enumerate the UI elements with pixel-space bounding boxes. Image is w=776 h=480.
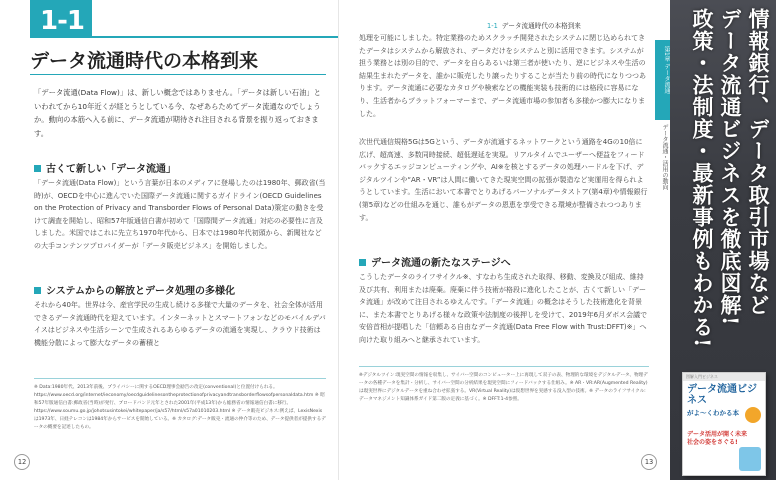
right-page [338,0,670,480]
paragraph-2: 次世代通信規格5Gは5Gという、データが流通するネットワークという通路を4Gの10倍に広げ、超高速、多数同時接続、超低遅延を実現。リアルタイムでユーザーへ便益をフィードバックするエッジコンピューティングや、AI※を核とするデータの処理ハードルを下げ、デジタルツインや“AR・VR”は人間に働いてきた現実空間の拡張が製造など実運用を得られようとしています。生活において本書でとりあげるパーソナルデータストア(第4章)や情報銀行(第5章)などの仕組みを通じ、誰もがデータの恩恵を享受できる環境が整備されつつあります。 [359,138,648,222]
title-rule [30,74,326,75]
banner-line-1: 情報銀行、データ取引市場など [746,8,771,316]
book-cover[interactable] [682,372,766,476]
footnotes: ※ Data:1980年代、2013年前後、プライバシーに関するOECD理事会勧告の改定(conventional)と位置付けられる。https://www.oecd.org/internet/ieconomy/oecdguidelinesontheprotectionofprivacyandtransborderflowsofpersonaldata.htm ※ 昭和57年版通信白書:郵政省(当時)が発行、ブロードバンド元年とされた2001年(平成13年)から総務省の情報通信白書に移行。https://www.soumu.go.jp/johotsusintokei/whitepaper/ja/s57/html/s57a01010203.html ※ データ販売ビジネス:例えば、LexisNexisは1973年、日経テレコンは1984年からサービスを開始している。※ カタログ:データ販売・流通の仲介等のため、データ提供者が提供するデータの概要を記述したもの。 [34,385,326,430]
section-heading-2 [34,282,235,297]
heading-marker-icon [34,287,41,294]
chapter-rule [92,36,338,38]
section-heading-1 [34,160,176,175]
section-heading-3-text: データ流通の新たなステージへ [371,258,511,269]
intro-paragraph: 「データ流通(Data Flow)」は、新しい概念ではありません。「データは新しい石油」といわれてから10年近くが経とうとしている今、なぜあらためてデータ流通なのでしょうか。動向の本筋へ入る前に、データ流通が期待され注目される背景を振り返っておきます。 [34,88,321,138]
section-heading-2-text: システムからの解放とデータ処理の多様化 [46,286,235,297]
left-page [0,0,338,480]
chapter-side-caption: データ流通・活用の動向 [661,124,668,190]
footnotes: ※デジタルツイン:現実空間の情報を収集し、サイバー空間のコンピューター上に再現して双子の表、物理的な環境をデジタルデータ、物理データの各種データを集計・分析し、サイバー空間の分析結果を現実空間にフィードバックする仕組み。※ AR・VR:AR(Augmented Reality)は現実世界にデジタルデータを重ね合わせ拡張する。VR(Virtual Reality)は仮想世界を実感する没入型の技術。※ データのライフサイクル:データマネジメント知識体系ガイド第二版の定義に基づく。※ DFFT:1-4参照。 [359,373,648,402]
heading-marker-icon [359,259,366,266]
section-heading-1-text: 古くて新しい「データ流通」 [46,164,176,175]
book-series: 図解入門ビジネス [683,373,765,381]
section-2-body: それから40年。世界は今、産官学民の生成し続ける多様で大量のデータを、社会全体が活用できるデータ流通時代を迎えています。インターネットとスマートフォンなどのモバイルデバイスはビジネスや生活シーンで生成されるあらゆるデータの流通を実現し、クラウド技術は機能分散によって膨大なデータの蓄積と [34,301,326,347]
chapter-number: 1-1 [40,6,84,36]
book-title: データ流通ビジネス [687,384,757,406]
chapter-side-tab: 第1章 データ流通 [655,40,671,120]
section-heading-3 [359,254,511,269]
running-head-title: データ流通時代の本格到来 [501,22,581,30]
running-head [487,20,581,30]
banner-line-3: 政策・法制度・最新事例もわかる! [690,8,715,349]
promo-banner [670,0,776,480]
banner-headline [688,8,772,364]
page-number: 12 [14,454,30,470]
section-1-body: 「データ流通(Data Flow)」という言葉が日本のメディアに登場したのは1980年、郵政省(当時)が、OECDを中心に進んでいた国際データ流通に関するガイドライン(OECD Guidelines on the Protection of Privacy and Transborder Flows of Personal Data)策定の動きを受けて調査を開始し、昭和57年版通信白書が初めて「国際間データ流通」対応の必要性に言及しました。米国ではこれに先立ち1970年代から、日本では1980年代初頭から、新聞社などの大手コンテンツプロバイダーが「データ販売ビジネス」を開始しました。 [34,179,326,250]
book-badge-icon [745,407,761,423]
page-title: データ流通時代の本格到来 [30,50,259,72]
footnote-rule [34,378,326,379]
section-3-body: こうしたデータのライフサイクル※、すなわち生成された取得、移動、変換及び組成、維持及び共有、利用または廃棄。廃棄に伴う技術が格段に進化したことが、古くて新しい「データ流通」が改めて注目されるゆえんです。「データ流通」の概念はそうした技術進化を背景に、また本書でとりあげる様々な政策や法制度の後押しを受けて、2019年6月ダボス会議で安倍首相が提唱した「信頼ある自由なデータ流通(Data Free Flow with Trust:DFFT)※」へ向けた取り組みへと継承されています。 [359,273,648,344]
banner-line-2: データ流通ビジネスを徹底図解! [718,8,743,327]
paragraph-1: 処理を可能にしました。特定業務のためスクラッチ開発されたシステムに閉じ込められてきたデータはシステムから解放され、データだけをシステムと別に活用できます。システムが担う業務とは別の目的で、データを自らあるいは第三者が使いたり、逆にビジネスや生活の結果生まれたデータを、誰かに販売したり譲ったりすることが当たり前の時代になりつつあります。データ流通に必要なカタログや検索などの機能実装も技術的には格段に容易になり、生活者からプラットフォーマーまで、データ流通市場の参加者も多様かつ膨大になりました。 [359,34,646,118]
book-blurb: データ活用が開く未来社会の姿をさぐる! [687,431,748,446]
heading-marker-icon [34,165,41,172]
book-subtitle: がよ～くわかる本 [687,409,739,417]
running-head-number: 1-1 [487,22,498,30]
footnote-rule [359,366,649,367]
page-number: 13 [641,454,657,470]
book-illustration-icon [739,447,761,471]
chapter-number-box [30,0,92,38]
